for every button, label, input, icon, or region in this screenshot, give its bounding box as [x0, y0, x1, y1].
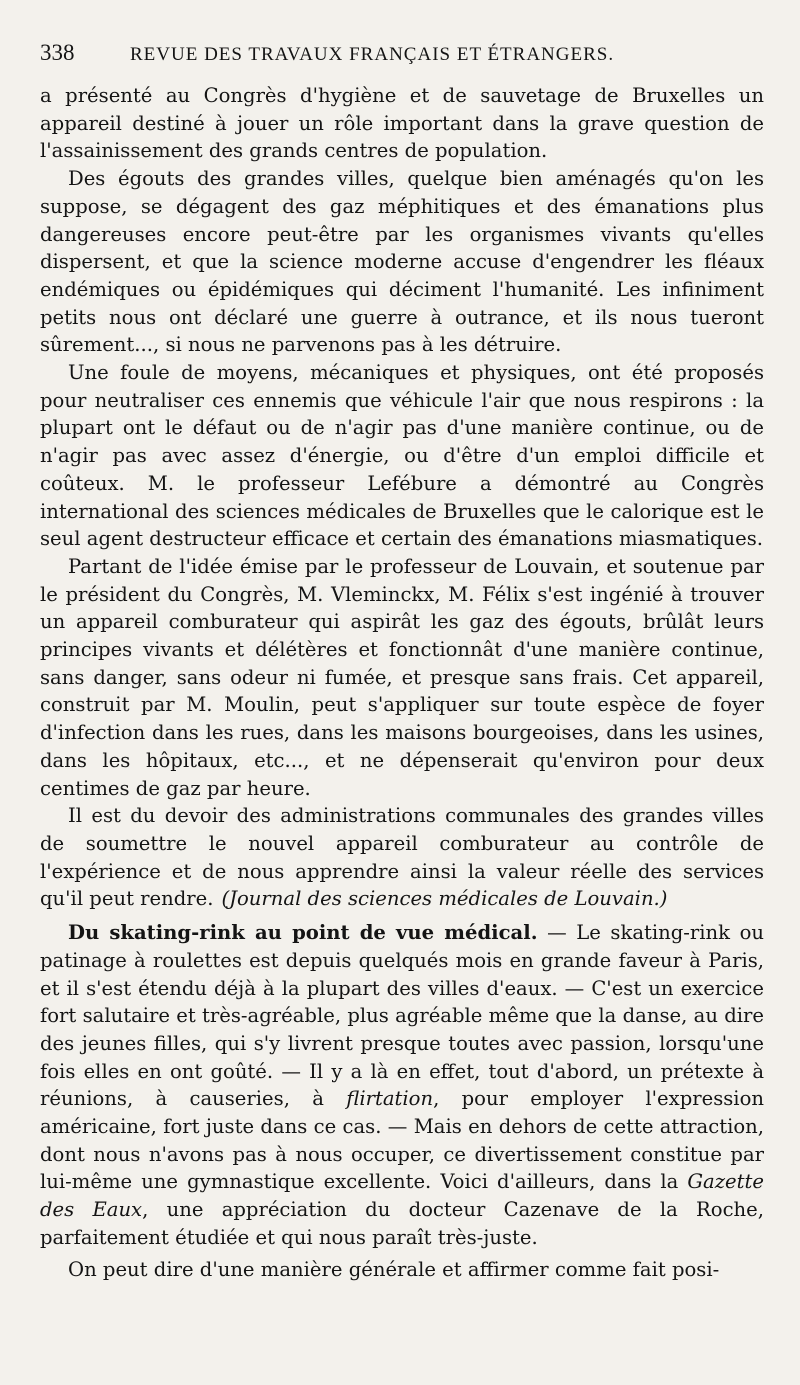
section-text: , une appréciation du docteur Cazenave de la Roche, parfaitement étudiée et qui nous paraît très-juste. [40, 1198, 764, 1249]
running-head [40, 40, 764, 82]
paragraph-text: Il est du devoir des administrations communales des grandes villes de soumettre le nouvel appareil comburateur au contrôle de l'expérience et de nous apprendre ainsi la valeur réelle des services qu'il peut rendre. [40, 804, 764, 911]
paragraph-continuation: a présenté au Congrès d'hygiène et de sauvetage de Bruxelles un appareil destiné à jouer un rôle important dans la grave question de l'assainissement des grands centres de population. [40, 84, 764, 163]
paragraph [40, 802, 764, 913]
source-reference: (Journal des sciences médicales de Louvain.) [221, 887, 668, 911]
paragraph: Partant de l'idée émise par le professeur de Louvain, et soutenue par le président du Congrès, M. Vleminckx, M. Félix s'est ingénié à trouver un appareil comburateur qui aspirât les gaz des égouts, brûlât leurs principes vivants et délétères et fonctionnât d'une manière continue, sans danger, sans odeur ni fumée, et presque sans frais. Cet appareil, construit par M. Moulin, peut s'appliquer sur toute espèce de foyer d'infection dans les rues, dans les maisons bourgeoises, dans les usines, dans les hôpitaux, etc..., et ne dépenserait qu'environ pour deux centimes de gaz par heure. [40, 554, 764, 800]
italic-term: flirtation [346, 1087, 434, 1111]
paragraph: Une foule de moyens, mécaniques et physiques, ont été proposés pour neutraliser ces ennemis que véhicule l'air que nous respirons : la plupart ont le défaut ou de n'agir pas d'une manière continue, ou de n'agir pas avec assez d'énergie, ou d'être d'un emploi difficile et coûteux. M. le professeur Lefébure a démontré au Congrès international des sciences médicales de Bruxelles que le calorique est le seul agent destructeur efficace et certain des émanations miasmatiques. [40, 361, 764, 551]
text-body [40, 82, 764, 1283]
paragraph: Des égouts des grandes villes, quelque bien aménagés qu'on les suppose, se dégagent des gaz méphitiques et des émanations plus dangereuses encore peut-être par les organismes vivants qu'elles dispersent, et que la science moderne accuse d'engendrer les fléaux endémiques ou épidémiques qui déciment l'humanité. Les infiniment petits nous ont déclaré une guerre à outrance, et ils nous tueront sûrement..., si nous ne parvenons pas à les détruire. [40, 167, 764, 357]
header-title: REVUE DES TRAVAUX FRANÇAIS ET ÉTRANGERS. [130, 44, 615, 65]
section-paragraph [40, 919, 764, 1251]
page-number: 338 [40, 40, 75, 65]
journal-title: Gazette des Eaux [40, 1170, 764, 1222]
section-text: , pour employer l'expression américaine, fort juste dans ce cas. — Mais en dehors de cette attraction, dont nous n'avons pas à nous occuper, ce divertissement constitue par lui-même une gymnastique excellente. Voici d'ailleurs, dans la [40, 1087, 764, 1194]
section-text: — Le skating-rink ou patinage à roulettes est depuis quelqués mois en grande faveur à Paris, et il s'est étendu déjà à la plupart des villes d'eaux. — C'est un exercice fort salutaire et très-agréable, plus agréable même que la danse, au dire des jeunes filles, qui s'y livrent presque toutes avec passion, lorsqu'une fois elles en ont goûté. — Il y a là en effet, tout d'abord, un prétexte à réunions, à causeries, à [40, 921, 765, 1111]
paragraph-last: On peut dire d'une manière générale et affirmer comme fait posi- [68, 1257, 720, 1281]
section-title: Du skating-rink au point de vue médical. [68, 921, 538, 945]
